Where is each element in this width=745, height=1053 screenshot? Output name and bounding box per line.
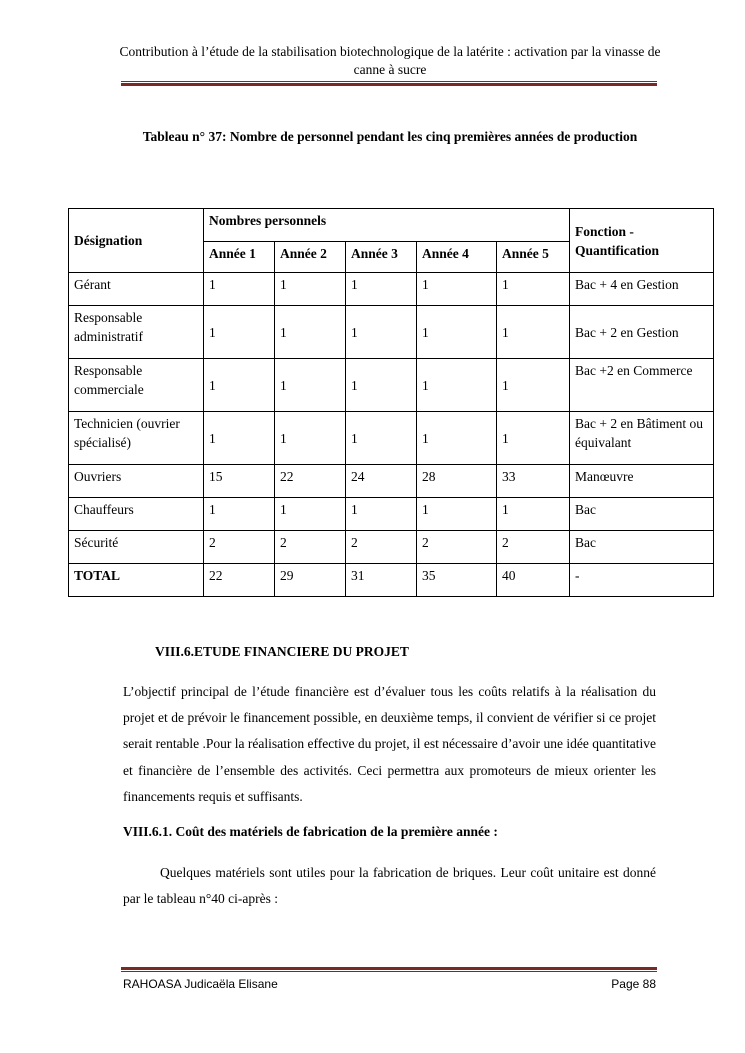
header-designation: Désignation xyxy=(69,209,204,273)
row-function: Bac xyxy=(570,498,714,531)
row-designation: Responsable administratif xyxy=(69,306,204,359)
row-value: 1 xyxy=(417,359,497,412)
header-function: Fonction - Quantification xyxy=(570,209,714,273)
row-value: 1 xyxy=(275,498,346,531)
row-value: 22 xyxy=(204,564,275,597)
row-value: 1 xyxy=(417,306,497,359)
row-designation: Gérant xyxy=(69,273,204,306)
running-header-title: Contribution à l’étude de la stabilisation biotechnologique de la latérite : activation par la vinasse de canne à sucre xyxy=(119,44,661,77)
table-row xyxy=(69,412,714,465)
row-value: 1 xyxy=(417,273,497,306)
row-value: 1 xyxy=(204,306,275,359)
row-value: 33 xyxy=(497,465,570,498)
row-designation: Ouvriers xyxy=(69,465,204,498)
row-value: 1 xyxy=(497,498,570,531)
row-value: 15 xyxy=(204,465,275,498)
table-caption-text: : Nombre de personnel pendant les cinq premières années de production xyxy=(221,129,638,144)
row-value: 31 xyxy=(346,564,417,597)
table-caption-label: Tableau n° 37 xyxy=(142,129,222,144)
row-value: 1 xyxy=(275,273,346,306)
footer-author: RAHOASA Judicaëla Elisane xyxy=(123,977,278,991)
staff-table xyxy=(68,208,714,597)
table-row xyxy=(69,465,714,498)
row-value: 1 xyxy=(417,412,497,465)
row-value: 1 xyxy=(346,273,417,306)
subsection-heading: VIII.6.1. Coût des matériels de fabrication de la première année : xyxy=(123,824,498,839)
row-value: 1 xyxy=(275,359,346,412)
subsection-paragraph: Quelques matériels sont utiles pour la fabrication de briques. Leur coût unitaire est donné par le tableau n°40 ci-après : xyxy=(123,865,656,907)
row-function: - xyxy=(570,564,714,597)
row-value: 28 xyxy=(417,465,497,498)
table-row xyxy=(69,531,714,564)
row-value: 1 xyxy=(346,306,417,359)
table-row-total xyxy=(69,564,714,597)
row-value: 1 xyxy=(346,498,417,531)
row-function: Bac xyxy=(570,531,714,564)
row-value: 1 xyxy=(346,412,417,465)
row-designation-total: TOTAL xyxy=(69,564,204,597)
row-value: 2 xyxy=(346,531,417,564)
header-rule-thick xyxy=(121,83,657,86)
row-value: 1 xyxy=(497,412,570,465)
header-group: Nombres personnels xyxy=(204,209,570,242)
header-year-2: Année 2 xyxy=(275,242,346,273)
row-value: 1 xyxy=(275,306,346,359)
table-row xyxy=(69,498,714,531)
row-value: 2 xyxy=(204,531,275,564)
row-value: 24 xyxy=(346,465,417,498)
row-value: 1 xyxy=(497,273,570,306)
row-value: 40 xyxy=(497,564,570,597)
footer-rule-thin xyxy=(121,971,657,972)
row-function: Bac + 4 en Gestion xyxy=(570,273,714,306)
table-row xyxy=(69,306,714,359)
row-function: Bac + 2 en Bâtiment ou équivalant xyxy=(570,412,714,465)
footer-rule-thick xyxy=(121,967,657,970)
header-year-5: Année 5 xyxy=(497,242,570,273)
row-value: 35 xyxy=(417,564,497,597)
row-value: 2 xyxy=(497,531,570,564)
header-year-4: Année 4 xyxy=(417,242,497,273)
row-designation: Sécurité xyxy=(69,531,204,564)
row-function: Bac + 2 en Gestion xyxy=(570,306,714,359)
row-designation: Technicien (ouvrier spécialisé) xyxy=(69,412,204,465)
row-designation: Responsable commerciale xyxy=(69,359,204,412)
row-designation: Chauffeurs xyxy=(69,498,204,531)
row-value: 1 xyxy=(204,412,275,465)
row-value: 1 xyxy=(497,306,570,359)
table-caption xyxy=(130,128,650,146)
row-value: 29 xyxy=(275,564,346,597)
section-paragraph: L’objectif principal de l’étude financière est d’évaluer tous les coûts relatifs à la réalisation du projet et de prévoir le financement possible, en deuxième temps, il convient de vérifier si ce projet serait rentable .Pour la réalisation effective du projet, il est nécessaire d’avoir une idée quantitative et financière de l’ensemble des activités. Ceci permettra aux promoteurs de mieux orienter les financements requis et suffisants. xyxy=(123,684,656,804)
row-value: 1 xyxy=(275,412,346,465)
row-value: 1 xyxy=(417,498,497,531)
header-year-1: Année 1 xyxy=(204,242,275,273)
row-value: 2 xyxy=(417,531,497,564)
row-value: 1 xyxy=(204,273,275,306)
section-heading: VIII.6.ETUDE FINANCIERE DU PROJET xyxy=(155,644,409,659)
row-value: 1 xyxy=(497,359,570,412)
header-year-3: Année 3 xyxy=(346,242,417,273)
row-function: Bac +2 en Commerce xyxy=(570,359,714,412)
table-row xyxy=(69,273,714,306)
row-value: 1 xyxy=(346,359,417,412)
row-value: 1 xyxy=(204,359,275,412)
row-function: Manœuvre xyxy=(570,465,714,498)
row-value: 2 xyxy=(275,531,346,564)
footer-page-number: Page 88 xyxy=(611,977,656,991)
header-rule-thin xyxy=(121,81,657,82)
row-value: 1 xyxy=(204,498,275,531)
table-row xyxy=(69,359,714,412)
row-value: 22 xyxy=(275,465,346,498)
